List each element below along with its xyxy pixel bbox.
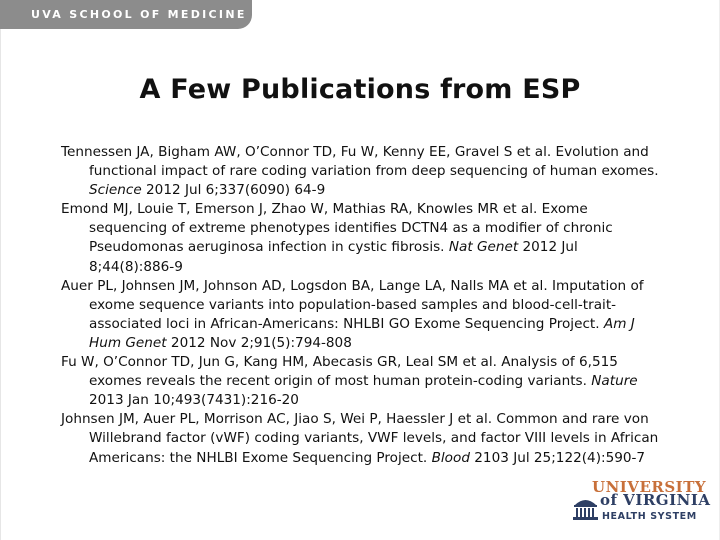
publication-item xyxy=(61,277,665,353)
publication-citation: 2103 Jul 25;122(4):590-7 xyxy=(469,449,646,466)
publication-text: Fu W, O’Connor TD, Jun G, Kang HM, Abecasis GR, Leal SM et al. Analysis of 6,515 exomes reveals the recent origin of most human protein-coding variants. xyxy=(61,354,618,390)
publication-text: Johnsen JM, Auer PL, Morrison AC, Jiao S, Wei P, Haessler J et al. Common and rare von Willebrand factor (vWF) coding variants, VWF levels, and factor VIII levels in African Americans: the NHLBI Exome Sequencing Project. xyxy=(61,411,659,466)
header-bar xyxy=(0,0,252,29)
journal-name: Nat Genet xyxy=(448,239,519,256)
publication-citation: 2012 Nov 2;91(5):794-808 xyxy=(166,334,352,351)
publication-text: Auer PL, Johnsen JM, Johnson AD, Logsdon BA, Lange LA, Nalls MA et al. Imputation of exome sequence variants into population-based samples and blood-cell-trait-associated loci in African-Americans: NHLBI GO Exome Sequencing Project. xyxy=(61,277,644,332)
slide-title: A Few Publications from ESP xyxy=(139,74,581,105)
publication-item xyxy=(61,410,665,467)
logo-virginia-text: of VIRGINIA xyxy=(600,491,711,509)
publication-text: Emond MJ, Louie T, Emerson J, Zhao W, Mathias RA, Knowles MR et al. Exome sequencing of extreme phenotypes identifies DCTN4 as a modifier of chronic Pseudomonas aeruginosa infection in cystic fibrosis. xyxy=(61,201,613,256)
publication-text: Tennessen JA, Bigham AW, O’Connor TD, Fu W, Kenny EE, Gravel S et al. Evolution and functional impact of rare coding variation from deep sequencing of human exomes. xyxy=(61,144,659,180)
logo-health-system-text: HEALTH SYSTEM xyxy=(602,511,697,522)
school-name: UVA SCHOOL OF MEDICINE xyxy=(31,8,247,21)
publication-citation: 2012 Jul 8;44(8):886-9 xyxy=(89,239,578,275)
publication-item xyxy=(61,353,665,410)
publication-list xyxy=(61,143,665,468)
logo-university-text: UNIVERSITY xyxy=(592,478,707,496)
journal-name: Nature xyxy=(591,373,638,390)
left-divider xyxy=(0,29,1,540)
publication-item xyxy=(61,143,665,200)
uva-health-system-logo xyxy=(572,478,711,524)
rotunda-icon xyxy=(572,494,599,521)
publication-item xyxy=(61,200,665,276)
publication-citation: 2012 Jul 6;337(6090) 64-9 xyxy=(141,182,326,199)
journal-name: Science xyxy=(89,182,142,199)
publication-citation: 2013 Jan 10;493(7431):216-20 xyxy=(89,392,299,409)
journal-name: Blood xyxy=(431,449,470,466)
journal-name: Am J Hum Genet xyxy=(89,315,635,351)
